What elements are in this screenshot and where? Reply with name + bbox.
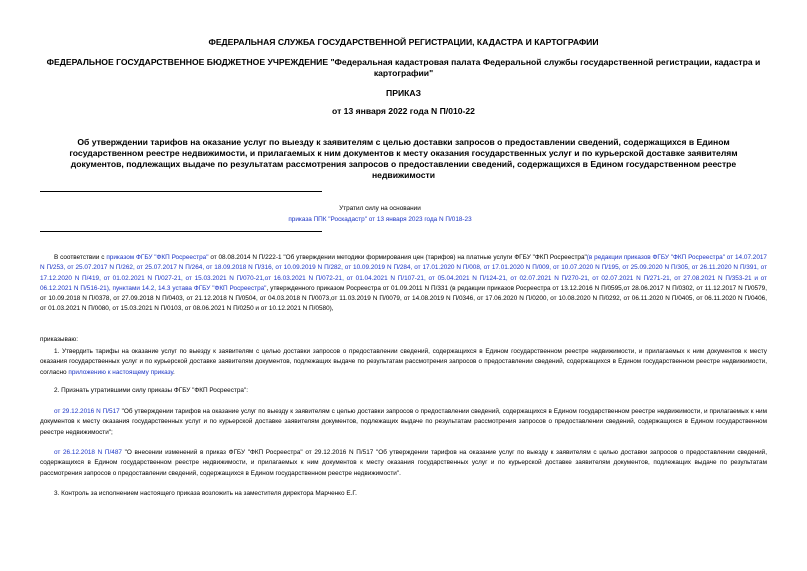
item-2a [40, 407, 767, 438]
item-2b [40, 448, 767, 479]
preamble-text-2: от 08.08.2014 N П/222-1 "Об утверждении методики формирования цен (тарифов) на платные услуги ФГБУ "ФКП Росреестра" [208, 254, 587, 261]
document-date: от 13 января 2022 года N П/010-22 [332, 106, 475, 116]
preamble-text-3: , утвержденного приказом Росреестра от 01.09.2011 N П/331 (в редакции приказов Росреестра от 13.12.2016 N П/0595,от 28.06.2017 N П/0302, от 11.12.2017 N П/0579, от 10.09.2018 N П/0378, от 27.09.2018 N П/0403, от 21.12.2018 N П/0504, от 04.03.2018 N П/0073,от 11.03.2019 N П/0079, от 14.08.2019 N П/0346, от 17.06.2020 N П/0200, от 10.08.2020 N П/0292, от 06.11.2020 N П/0405, от 06.11.2020 N П/0406, от 01.03.2021 N П/0080, от 15.03.2021 N П/0103, от 08.06.2021 N П/0250 и от 10.12.2021 N П/0580), [40, 284, 767, 313]
document-type: ПРИКАЗ [386, 88, 421, 98]
preamble-link-order[interactable]: приказом ФГБУ "ФКП Росреестра" [106, 254, 209, 261]
item-1-text: 1. Утвердить тарифы на оказание услуг по выезду к заявителям с целью доставки запросов о предоставлении сведений, содержащихся в Едином государственном реестре недвижимости, и прилагаемых к ним документов к месту оказания государственных услуг и по курьерской доставке заявителям документов, подлежащих выдаче по результатам рассмотрения запросов о предоставлении сведений, содержащихся в Едином государственном реестре недвижимости, согласно [40, 348, 767, 376]
item-2a-link[interactable]: от 29.12.2016 N П/517 [54, 408, 120, 415]
item-1-end: . [173, 368, 175, 376]
status-note-link[interactable]: приказа ППК "Роскадастр" от 13 января 2023 года N П/018-23 [288, 216, 472, 223]
item-2b-link[interactable]: от 26.12.2018 N П/487 [54, 449, 122, 456]
item-2: 2. Признать утратившими силу приказы ФГБУ "ФКП Росреестра": [54, 387, 248, 394]
divider-top [40, 191, 322, 192]
appendix-link[interactable]: приложению к настоящему приказу [68, 368, 174, 376]
item-2b-text: "О внесении изменений в приказ ФГБУ "ФКП Росреестра" от 29.12.2016 N П/517 "Об утверждении тарифов на оказание услуг по выезду к заявителям с целью доставки запросов о предоставлении сведений, содержащихся в Едином государственном реестре недвижимости, и прилагаемых к ним документов к месту оказания государственных услуг и по курьерской доставке заявителям документов, подлежащих выдаче по результатам рассмотрения запросов о предоставлении сведений, содержащихся в Едином государственном реестре недвижимости". [40, 449, 767, 477]
item-1 [40, 347, 767, 378]
status-note-text: Утратил силу на основании [339, 205, 421, 212]
status-note [40, 203, 720, 225]
agency-heading: ФЕДЕРАЛЬНАЯ СЛУЖБА ГОСУДАРСТВЕННОЙ РЕГИСТРАЦИИ, КАДАСТРА И КАРТОГРАФИИ [208, 37, 599, 47]
item-3: 3. Контроль за исполнением настоящего приказа возложить на заместителя директора Марченко Е.Г. [54, 490, 357, 497]
preamble-link-edits[interactable]: (в редакции приказов ФГБУ "ФКП Росреестра" от 14.07.2017 N П/253, от 25.07.2017 N П/262, от 25.07.2017 N П/264, от 18.09.2018 N П/316, от 10.09.2019 N П/282, от 10.09.2019 N П/284, от 17.01.2020 N П/008, от 17.01.2020 N П/009, от 10.07.2020 N П/195, от 25.09.2020 N П/305, от 26.11.2020 N П/391, от 17.12.2020 N П/419, от 01.02.2021 N П/027-21, от 15.03.2021 N П/070-21,от 16.03.2021 N П/072-21, от 01.04.2021 N П/107-21, от 05.04.2021 N П/124-21, от 02.07.2021 N П/270-21, от 02.07.2021 N П/271-21, от 27.08.2021 N П/353-21 и от 06.12.2021 N П/516-21), пунктами 14.2, 14.3 устава ФГБУ "ФКП Росреестра" [40, 254, 767, 292]
item-2a-text: "Об утверждении тарифов на оказание услуг по выезду к заявителям с целью доставки запросов о предоставлении сведений, содержащихся в Едином государственном реестре недвижимости, и прилагаемых к ним документов к месту оказания государственных услуг и по курьерской доставке заявителям документов, подлежащих выдаче по результатам рассмотрения запросов о предоставлении сведений, содержащихся в Едином государственном реестре недвижимости"; [40, 408, 767, 436]
order-word: приказываю: [40, 336, 78, 343]
document-title: Об утверждении тарифов на оказание услуг по выезду к заявителям с целью доставки запросов о предоставлении сведений, содержащихся в Едином государственном реестре недвижимости, и прилагаемых к ним документов к месту оказания государственных услуг и по курьерской доставке заявителям документов, подлежащих выдаче по результатам рассмотрения запросов о предоставлении сведений, содержащихся в Едином государственном реестре недвижимости [69, 137, 738, 180]
institution-heading: ФЕДЕРАЛЬНОЕ ГОСУДАРСТВЕННОЕ БЮДЖЕТНОЕ УЧРЕЖДЕНИЕ "Федеральная кадастровая палата Федеральной службы государственной регистрации, кадастра и картографии" [46, 57, 761, 78]
preamble-paragraph [40, 253, 767, 315]
preamble-text-1: В соответствии с [54, 254, 107, 261]
divider-bottom [40, 231, 322, 232]
